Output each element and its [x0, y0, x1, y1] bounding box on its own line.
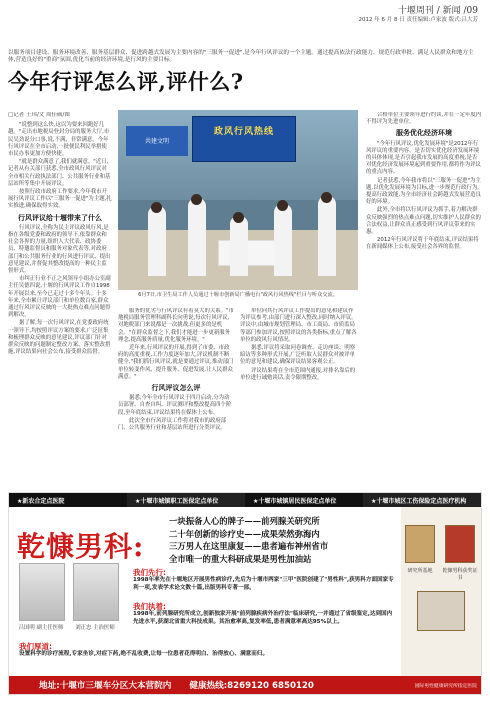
ad-certificates-panel	[401, 507, 481, 678]
ad-contact-bar	[9, 676, 481, 694]
doctor-label: 吕国明 副主任医师	[18, 625, 64, 631]
paragraph: 行风评议,全称为民主评议政风行风,是指在各级党委和政府的领导下,依靠群众和社会各界的力量,组织人大代表、政协委员、特邀监督员和服务对象代表等,对政府部门和公共服务行业的行风进行评议、提出意见建议,并督促其整改提高的一种民主监督形式。	[8, 224, 111, 275]
slogan-line: 三万男人在这里康复——患者遍布神州省市	[169, 541, 329, 551]
person-head	[151, 202, 162, 213]
institute-photo	[417, 591, 465, 631]
person-figure	[318, 196, 336, 276]
ad-top-item: ★新农合定点医院	[17, 498, 65, 505]
paragraph: 此次全市行风评议工作将对我市的政府部门、公共服务行业和基层站所进行分类评议。	[118, 417, 227, 432]
ad-brand-name: 乾慷男科:	[17, 530, 145, 563]
slogan-line: 全市唯一的重大科研成果是男性加油站	[169, 553, 312, 564]
paragraph: "说整到这么快,这以为要来回跑好几趟。"走出市地税局登封分局的服务大厅,市民吴劲说分口事,说,不满、非常满意。今年行风评议在全市启动,一批便民利民举措使市民办事更加方便快捷。	[8, 122, 110, 158]
paragraph: 合格单位主要领导进行约谈,并在一定年度内不得评为先进单位。	[366, 112, 482, 126]
person-head	[321, 192, 332, 203]
doctor-photo	[19, 563, 65, 621]
paragraph: 按照行政市政府工作要求,今年我市开展行风评议工作以"三服务一促进"为主题,扎实推进,确保取得实效。	[8, 189, 112, 210]
publication-name: 十堰周刊 / 新闻 /09	[397, 6, 478, 16]
article-column-1	[8, 112, 112, 487]
person-head	[233, 212, 244, 223]
person-figure	[274, 204, 292, 276]
ad-top-item: ★十堰市城镇职工医保定点单位	[127, 493, 245, 507]
paragraph: 此外,全市将以行风评议为抓手,着力解决群众反映强烈的热点难点问题,切实维护人民群众的合法权益,让群众真正感受到行风评议带来的实惠。	[366, 207, 481, 236]
ad-section-text: 1998年,前列腺研究所成立,创新独家开展"前列腺疾病外治疗法"临床研究,一并通过了省级鉴定,达到国内先进水平,获湖北省重大科技成果。其治愈率高,复发率低,患者满意率高达95%以上。	[133, 611, 393, 625]
byline: □记者 王玮/文 周佳硕/图	[8, 112, 70, 118]
person-figure	[148, 206, 166, 276]
paragraph: 评议结果将在全市范围内通报,对排名靠后的单位进行诫勉谈话,责令限期整改。	[240, 367, 356, 381]
ad-section-title: 我们先行:	[133, 568, 166, 577]
section-heading: 行风评议给十堰带来了什么	[18, 213, 102, 222]
person-figure	[230, 216, 248, 276]
ad-section-text: 1998年率先在十堰地区开展男性病诊疗,先后为十堰市两家"三甲"医院创建了"男性科",获男科方面国家专利一项,发表学术论文数十篇,出版男科专著一部。	[133, 577, 394, 591]
paragraph: 记者获悉,今年我市将以"三服务一促进"为主题,以优化发展环境为目标,进一步规范行政行为,提高行政效能,为全市经济社会跨越式发展营造良好的环境。	[366, 177, 481, 206]
paragraph: 据悉,评议将采取问卷调查、走访座谈、明察暗访等多种形式开展,广泛听取人民群众对被评单位的意见和建议,确保评议结果客观公正。	[240, 345, 356, 366]
ad-section-title: 我们执着:	[133, 602, 166, 611]
paragraph: 据了解,每一次行风评议,在党委政府统一领导下,均按照评议方案的要求,广泛征集和梳理群众反映的意见建议,评议部门针对群众反映的问题制定整改方案、落实整改措施,评议结果向社会公布,接受群众监督。	[8, 320, 111, 356]
ad-top-item: ★十堰市城区工伤保险定点医疗机构	[363, 493, 481, 507]
person-figure	[188, 198, 206, 276]
masthead	[0, 0, 490, 28]
doctor-photo	[73, 563, 119, 621]
paragraph: 据悉,今年全市行风评议于四月启动,分为动员部署、自查自纠、评议测评和整改提高四个阶段,至年底结束,评议结果将在媒体上公布。	[118, 395, 232, 416]
paragraph: 单位向其行风评议工作提出的意见和建议作为评议参考,由部门进行深入整改,同时纳入评议。评议中,由城市规划管理局、市工商局、市质监局等部门参加评议,按照评议的各类指标,重点了解各单位的政风行风情况。	[240, 308, 357, 343]
ad-footer-note: 国际男性健康研究所指定医院	[414, 683, 477, 689]
paragraph: 市纠正行业不正之风领导小组办公室副主任吴德四说,十堰的行风评议工作自1998年开展以来,至今已走过十多个年头。十多年来,全市累计评议部门和单位数百家,群众通过行风评议反映的一大批热点难点问题得到解决。	[8, 276, 111, 319]
ad-section-title: 我们厚道:	[19, 642, 52, 651]
ad-hotline: 健康热线:8269120 6850120	[189, 681, 314, 691]
ad-address: 地址:十堰市三堰车分区大本营院内	[39, 681, 172, 691]
person-head	[277, 200, 288, 211]
ad-top-item: ★十堰市城镇居民医保定点单位	[253, 498, 337, 505]
paragraph: "今年行风评议,优化发展环境"是2012年行风评议的重要内容。是否切实优化经济发展环境的具体体现,是否引起我市发展的高度重视,是否对优化经济发展环境起到重要作用,都将作为评议的重点内容。	[366, 140, 481, 176]
certificate-label: 乾慷男科获奖证书	[442, 568, 478, 581]
photo-side-banner: 共建文明	[126, 126, 188, 156]
article-column-3	[240, 308, 358, 488]
photo-banner: 政风行风热线	[192, 116, 296, 162]
hospital-advertisement	[8, 492, 482, 695]
paragraph: 服务的优劣与行风评议有着莫大的关系。"市地税局服务管理科副科长向勇说,每次行风评议,对地税部门来说都是一次挑战,但更多的是机会。"在群众监督之下,我们才能进一步更新服务理念,提高服务质量,优化服务环境。"	[118, 308, 234, 343]
article-column-2	[118, 308, 234, 488]
news-photo	[118, 110, 358, 290]
slogan-line: 二十年创新的诊疗史——成果荣然弥海内	[169, 528, 320, 539]
section-heading: 行风评议怎么评	[151, 384, 201, 393]
certificate-image	[445, 525, 475, 563]
certificate-label: 研究所基地	[407, 568, 433, 574]
paragraph: 近年来,行风评议的开展,得到了市委、市政府的高度重视,工作力度逐年加大,评议机制不断健全,"我们抓行风评议,就是要通过评议,推动部门单位转变作风、提升服务、促进发展,让人民群众满意。"	[118, 345, 234, 380]
paragraph: 2012年行风评议将于年底结束,评议结果将在新闻媒体上公布,接受社会各界的监督。	[366, 237, 479, 251]
ad-section-text: 设置科学的诊疗流程,专家坐诊,对症下药,绝不乱收费,让每一位患者花得明白、治得放心、满意而归。	[19, 651, 269, 657]
ad-top-bar	[9, 493, 481, 507]
doctor-label: 刘正忠 主治医师	[75, 625, 115, 631]
ad-slogan	[169, 515, 379, 565]
article-deck: 以服务项目建设、服务环境改善、服务基层群众、促进跨越式发展为主要内容的"三服务一促进",是今年行风评议的一个主题。通过提高依法行政能力、规范行政审批、满足人民群众和地方主体,营造良好的"重商"氛围,优化当前的经济环境,是行风的主要目标。	[8, 50, 474, 64]
article-column-4	[366, 112, 482, 487]
person-head	[191, 194, 202, 205]
dateline: 2012 年 6 月 8 日 责任编辑:卢家波 版式:吕大芳	[358, 17, 478, 23]
certificate-image	[405, 525, 435, 563]
article-headline: 今年行评怎么评,评什么?	[8, 69, 244, 94]
photo-caption: 6月7日,市卫生局工作人员通过十堰市创新局广播电台"政风行风热线"栏目与听众交流。	[138, 292, 338, 298]
section-heading: 服务优化经济环境	[396, 129, 452, 138]
slogan-line: 一块振备人心的牌子——前列腺关研究所	[169, 516, 320, 526]
paragraph: "就是群众满意了,我们就满意。"近日,记者从有关部门获悉,全市政风行风评议对全市相关行政执法部门、公共服务行业和基层站所等集中开展评议。	[8, 159, 111, 187]
